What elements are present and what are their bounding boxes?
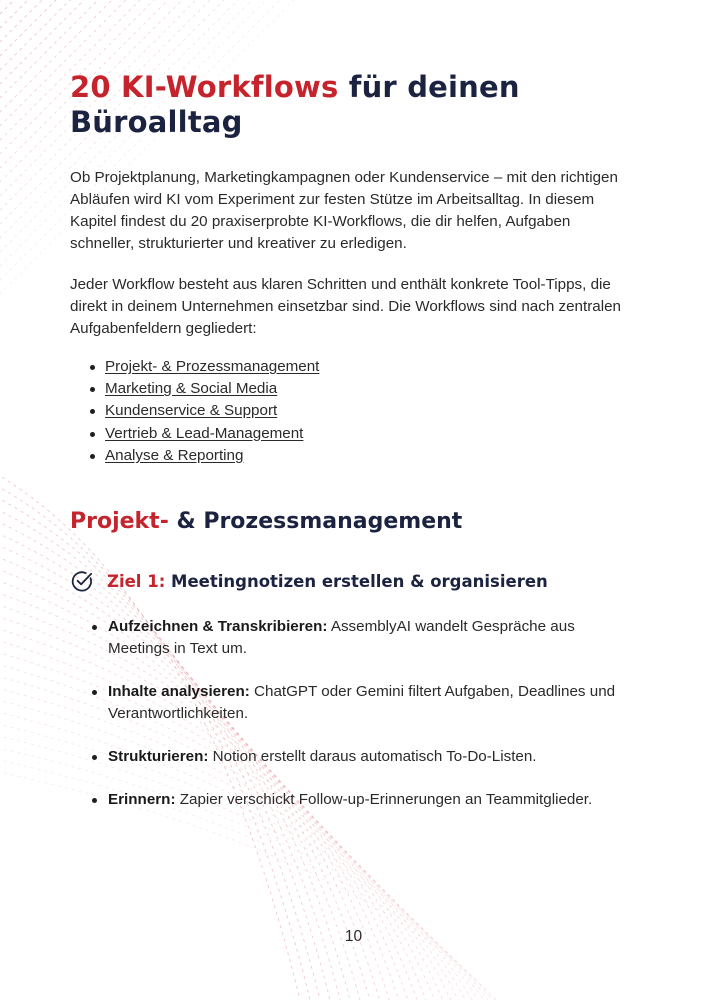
- step-label: Aufzeichnen & Transkribieren:: [108, 618, 328, 635]
- page-title: [70, 70, 630, 140]
- step-label: Inhalte analysieren:: [108, 683, 250, 700]
- step-text: Zapier verschickt Follow-up-Erinnerungen an Teammitglieder.: [175, 791, 593, 808]
- toc-link-projekt[interactable]: Projekt- & Prozessmanagement: [105, 358, 320, 375]
- goal-text: Meetingnotizen erstellen & organisieren: [165, 571, 548, 591]
- toc-item: [88, 356, 319, 378]
- section-title-accent: Projekt-: [70, 509, 169, 534]
- toc-item: [88, 378, 319, 400]
- step-text: Notion erstellt daraus automatisch To-Do-Listen.: [208, 748, 537, 765]
- toc-link-kundenservice[interactable]: Kundenservice & Support: [105, 402, 278, 420]
- goal-title: [107, 572, 548, 591]
- title-accent: 20 KI-Workflows: [70, 70, 339, 104]
- toc-item: [88, 400, 319, 422]
- step-text: AssemblyAI wandelt Gespräche aus Meetings in Text um.: [108, 618, 575, 657]
- section-title: [70, 505, 462, 539]
- workflow-steps: [92, 616, 622, 811]
- toc-link-vertrieb[interactable]: Vertrieb & Lead-Management: [105, 424, 304, 442]
- step-label: Erinnern:: [108, 791, 176, 808]
- toc-link-marketing[interactable]: Marketing & Social Media: [105, 380, 278, 398]
- toc-link-analyse[interactable]: Analyse & Reporting: [105, 446, 244, 464]
- intro-paragraph-2: Jeder Workflow besteht aus klaren Schritten und enthält konkrete Tool-Tipps, die direkt in deinem Unternehmen einsetzbar sind. Die Workflows sind nach zentralen Aufgabenfeldern gegliedert:: [70, 276, 621, 337]
- workflow-step: [92, 746, 622, 768]
- intro-paragraph-1: Ob Projektplanung, Marketingkampagnen oder Kundenservice – mit den richtigen Abläufen wird KI vom Experiment zur festen Stütze im Arbeitsalltag. In diesem Kapitel findest du 20 praxiserprobte KI-Workflows, die dir helfen, Aufgaben schneller, strukturierter und kreativer zu erledigen.: [70, 169, 618, 252]
- workflow-step: [92, 681, 622, 725]
- workflow-step: [92, 789, 622, 811]
- title-rest: für deinen Büroalltag: [70, 70, 520, 139]
- step-text: ChatGPT oder Gemini filtert Aufgaben, Deadlines und Verantwortlichkeiten.: [108, 683, 616, 722]
- check-circle-icon: [70, 569, 94, 593]
- toc-list: [88, 356, 319, 467]
- toc-item: [88, 445, 319, 467]
- goal-heading: [70, 566, 548, 596]
- toc-item: [88, 423, 319, 445]
- section-title-rest: & Prozessmanagement: [168, 509, 463, 534]
- step-label: Strukturieren:: [108, 748, 209, 765]
- page-number: 10: [344, 928, 363, 945]
- goal-prefix: Ziel 1:: [107, 571, 166, 591]
- workflow-step: [92, 616, 622, 660]
